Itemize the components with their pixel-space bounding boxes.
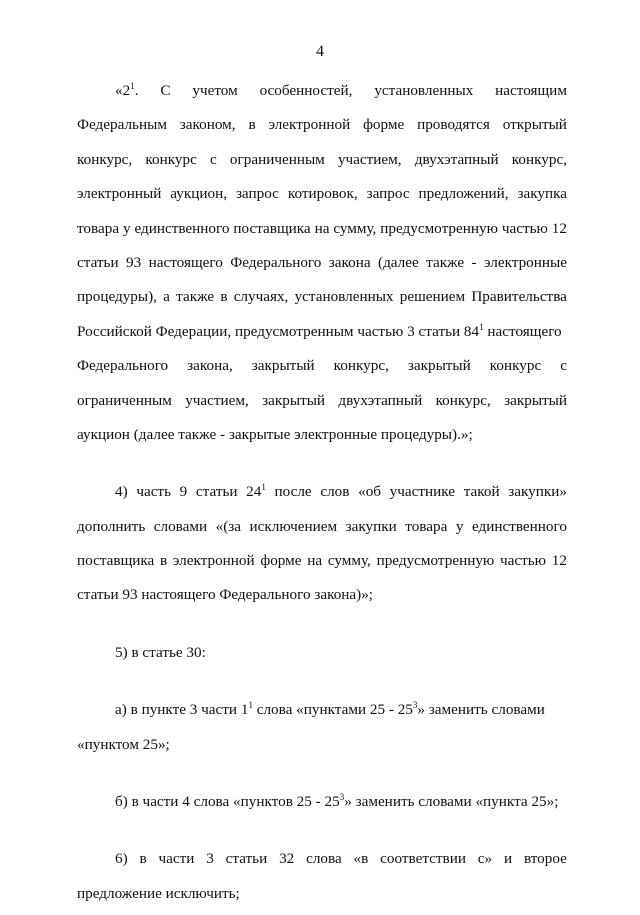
text-line — [77, 846, 567, 880]
text-word: ограниченным — [77, 391, 172, 409]
text-word: статьи — [77, 253, 119, 271]
text-word: установленных — [374, 82, 474, 99]
text-word: учетом — [192, 82, 238, 99]
text-word: слов — [320, 483, 350, 501]
text-word: запрос — [235, 185, 279, 203]
text-word: законом, — [179, 116, 236, 134]
text-word: случаях, — [233, 288, 289, 306]
text-line — [77, 353, 567, 387]
text-word: установленных — [294, 288, 394, 306]
text-line: а) в пункте 3 части $1^1$ слова «пунктами $25 - 25^3$» заменить словами — [115, 700, 545, 719]
text-word: сумму, — [327, 552, 371, 570]
text-word: дополнить — [77, 517, 146, 535]
text-word: электронный — [77, 185, 162, 203]
text-word: электронной — [268, 116, 351, 134]
text-word: товара — [405, 517, 448, 535]
text-word: также — [426, 253, 465, 271]
text-line — [77, 216, 567, 250]
text-word: словами — [153, 517, 208, 535]
text-word: С — [160, 82, 171, 99]
text-word: конкурс, — [333, 357, 389, 375]
text-word: сумму, — [333, 219, 377, 237]
text-word: с» — [477, 850, 493, 868]
text-word: поставщика — [233, 219, 311, 237]
text-word: двухэтапный — [338, 391, 423, 409]
text-word: закона — [328, 253, 371, 271]
text-word: у — [455, 517, 464, 535]
text-word: особенностей, — [259, 82, 353, 99]
text-word: закупка — [517, 185, 567, 203]
text-line — [77, 388, 567, 422]
text-word: статьи — [225, 850, 268, 868]
text-word: настоящего — [148, 253, 223, 271]
text-line: Российской Федерации, предусмотренным частью 3 статьи $84^1$ настоящего — [77, 321, 562, 340]
text-word: форме — [363, 116, 405, 134]
text-line — [77, 250, 567, 284]
text-word: в — [139, 850, 147, 868]
text-word: - — [471, 253, 477, 271]
text-word: конкурс, — [435, 391, 491, 409]
paragraph — [77, 640, 567, 674]
text-word: конкурс, — [77, 150, 133, 168]
text-word: с — [209, 150, 217, 168]
paragraph — [77, 78, 567, 456]
text-word: у — [122, 219, 131, 237]
text-word: 32 — [279, 850, 295, 868]
paragraph-spacing — [77, 674, 567, 697]
paragraph-spacing — [77, 823, 567, 846]
text-word: Правительства — [471, 288, 567, 306]
text-line — [77, 284, 567, 318]
text-word: двухэтапный — [414, 150, 499, 168]
text-line: 5) в статье 30: — [115, 643, 206, 661]
text-word: настоящим — [495, 82, 567, 99]
text-word: также — [176, 288, 215, 306]
text-word: конкурс — [145, 150, 197, 168]
text-word: 12 — [551, 219, 567, 237]
document-body — [77, 78, 567, 915]
text-word: второе — [523, 850, 567, 868]
paragraph-spacing — [77, 456, 567, 479]
text-word: на — [314, 219, 330, 237]
text-word: Федерального — [230, 253, 322, 271]
text-word: 93 — [126, 253, 142, 271]
text-word: Федерального — [77, 357, 169, 375]
text-word: с — [560, 357, 567, 375]
text-word: поставщика — [77, 552, 155, 570]
text-word: ограниченным — [229, 150, 325, 168]
text-line — [77, 514, 567, 548]
text-word: запрос — [366, 185, 410, 203]
text-word: в — [160, 552, 168, 570]
text-word: частью — [499, 552, 547, 570]
text-line — [77, 548, 567, 582]
text-word: соответствии — [380, 850, 466, 868]
text-word: электронной — [172, 552, 255, 570]
text-word: участием, — [185, 391, 249, 409]
text-word: решением — [399, 288, 466, 306]
text-word: 3 — [206, 850, 214, 868]
text-word: закрытый — [262, 391, 326, 409]
text-word: закупки» — [508, 483, 567, 501]
text-word: «об — [358, 483, 382, 501]
text-line: аукцион (далее также - закрытые электронные процедуры).»; — [77, 425, 473, 443]
text-word: 9 — [179, 483, 188, 501]
text-line — [77, 479, 567, 513]
text-word: части — [158, 850, 195, 868]
text-word: на — [307, 552, 323, 570]
text-word: (далее — [378, 253, 419, 271]
text-word: «в — [353, 850, 369, 868]
text-word: «$2^1$. — [115, 81, 139, 99]
text-word: «(за — [215, 517, 242, 535]
text-word: конкурс — [489, 357, 542, 375]
paragraph-spacing — [77, 617, 567, 640]
text-word: такой — [463, 483, 500, 501]
text-line: предложение исключить; — [77, 884, 240, 902]
text-word: часть — [136, 483, 171, 501]
text-word: товара — [77, 219, 120, 237]
page-number: 4 — [316, 43, 324, 60]
text-word: статьи — [195, 483, 238, 501]
text-word: и — [503, 850, 513, 868]
text-word: $24^1$ — [246, 482, 266, 501]
text-word: после — [274, 483, 312, 501]
text-word: 12 — [551, 552, 567, 570]
text-word: электронные — [484, 253, 567, 271]
text-word: открытый — [502, 116, 567, 134]
text-word: закрытый — [407, 357, 471, 375]
text-word: предусмотренную — [380, 219, 498, 237]
paragraph — [77, 697, 567, 766]
text-word: процедуры), — [77, 288, 157, 306]
text-line — [77, 78, 567, 112]
text-word: единственного — [471, 517, 567, 535]
text-word: в — [220, 288, 228, 306]
text-word: аукцион, — [170, 185, 227, 203]
text-word: проводятся — [417, 116, 490, 134]
text-word: частью — [501, 219, 548, 237]
text-line: статьи 93 настоящего Федерального закона)»; — [77, 586, 374, 604]
text-line: б) в части 4 слова «пунктов $25 - 25^3$» заменить словами «пункта 25»; — [115, 792, 559, 811]
text-word: форме — [260, 552, 302, 570]
text-word: единственного — [134, 219, 230, 237]
text-word: закрытый — [504, 391, 567, 409]
paragraph — [77, 789, 567, 823]
text-line — [77, 147, 567, 181]
text-line — [77, 112, 567, 146]
text-word: а — [163, 288, 170, 306]
text-word: исключением — [249, 517, 338, 535]
text-word: закрытый — [251, 357, 315, 375]
text-word: закупки — [345, 517, 397, 535]
text-word: в — [248, 116, 256, 134]
text-word: 4) — [115, 483, 128, 501]
text-word: Федеральным — [77, 116, 167, 134]
text-word: участием, — [337, 150, 402, 168]
text-word: 6) — [115, 850, 128, 868]
text-word: слова — [306, 850, 342, 868]
paragraph — [77, 479, 567, 617]
text-word: котировок, — [287, 185, 358, 203]
text-word: предложений, — [418, 185, 509, 203]
text-line — [77, 181, 567, 215]
paragraph-spacing — [77, 766, 567, 789]
text-line: «пунктом 25»; — [77, 735, 170, 753]
text-word: закона, — [187, 357, 233, 375]
text-word: конкурс, — [511, 150, 567, 168]
text-word: участнике — [389, 483, 456, 501]
text-word: предусмотренную — [376, 552, 495, 570]
